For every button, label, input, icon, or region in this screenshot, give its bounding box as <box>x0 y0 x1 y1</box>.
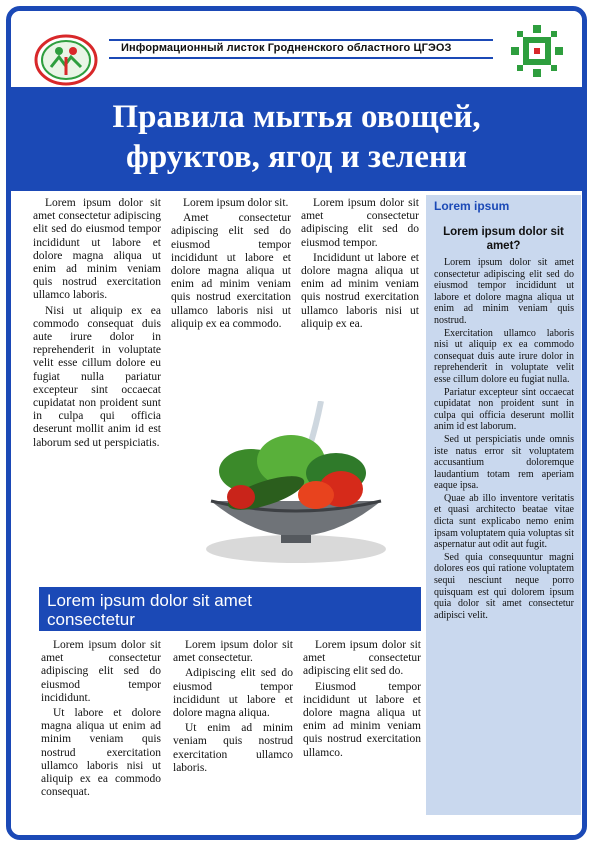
intro-paragraph: Lorem ipsum dolor sit amet consectetur adipiscing elit sed do eiusmod tempor incididunt ut labore et dolore magna aliqua ut enim ad minim veniam quis nostrud exercitation ullamco laboris. <box>33 197 161 302</box>
header-title: Информационный листок Гродненского областного ЦГЭОЗ <box>121 42 452 54</box>
intro-paragraph: Lorem ipsum dolor sit amet consectetur adipiscing elit sed do eiusmod tempor. <box>301 197 419 249</box>
rules-paragraph: Ut enim ad minim veniam quis nostrud exercitation ullamco laboris. <box>173 722 293 774</box>
intro-paragraph: Lorem ipsum dolor sit. <box>183 197 289 209</box>
sidebar-paragraph: Sed ut perspiciatis unde omnis iste natus error sit voluptatem accusantium doloremque laudantium totam rem aperiam eaque ipsa. <box>434 433 574 492</box>
sidebar-subheading: Lorem ipsum dolor sit amet? <box>443 226 564 252</box>
rules-paragraph: Lorem ipsum dolor sit amet consectetur adipiscing elit sed do eiusmod tempor incididunt. <box>41 639 161 704</box>
info-sidebar <box>426 195 581 815</box>
section-title <box>47 591 252 629</box>
rules-paragraph: Ut labore et dolore magna aliqua ut enim ad minim veniam quis nostrud exercitation ullamco laboris nisi ut aliquip ex ea commodo consequat. <box>41 707 161 799</box>
sidebar-paragraph: Pariatur excepteur sint occaecat cupidatat non proident sunt in culpa qui officia deserunt mollit anim id est laborum. <box>434 386 574 433</box>
vegetables-photo <box>171 401 421 579</box>
header <box>11 11 582 87</box>
section-title-line-1: Lorem ipsum dolor sit amet <box>47 591 253 610</box>
intro-column-3 <box>301 197 419 333</box>
org-logo-icon <box>31 33 101 87</box>
intro-paragraph: Incididunt ut labore et dolore magna aliqua ut enim ad minim veniam quis nostrud exercitation ullamco laboris nisi ut aliquip ex ea. <box>301 251 419 330</box>
intro-paragraph: Amet consectetur adipiscing elit sed do eiusmod tempor incididunt ut labore et dolore magna aliqua ut enim ad minim veniam quis nostrud exercitation ullamco laboris nisi ut aliquip ex ea commodo. <box>171 212 291 330</box>
sidebar-heading: Lorem ipsum <box>434 199 510 213</box>
body-area <box>11 191 582 840</box>
rules-paragraph: Lorem ipsum dolor sit amet consectetur adipiscing elit sed do. <box>303 639 421 678</box>
sidebar-paragraph: Exercitation ullamco laboris nisi ut aliquip ex ea commodo consequat duis aute irure dolor in reprehenderit in voluptate velit esse cillum dolore eu fugiat nulla. <box>434 327 574 385</box>
intro-column-2 <box>171 197 291 333</box>
page-title-line-1: Правила мытья овощей, <box>112 99 481 135</box>
title-band <box>11 87 582 191</box>
page-title <box>11 97 582 177</box>
rules-paragraph: Eiusmod tempor incididunt ut labore et dolore magna aliqua ut enim ad minim veniam quis nostrud exercitation ullamco. <box>303 680 421 759</box>
page-frame <box>6 6 587 840</box>
intro-paragraph: Nisi ut aliquip ex ea commodo consequat duis aute irure dolor in reprehenderit in voluptate velit esse cillum dolore eu fugiat nulla pariatur excepteur sint occaecat cupidatat non proident sunt in culpa qui officia deserunt mollit anim id est laborum sed ut perspiciatis. <box>33 304 161 449</box>
section-heading-band <box>39 587 421 631</box>
sidebar-paragraph: Lorem ipsum dolor sit amet consectetur adipiscing elit sed do eiusmod tempor incididunt ut labore et dolore magna aliqua ut enim ad minim veniam quis nostrud. <box>434 257 574 326</box>
section-title-line-2: consectetur <box>47 610 135 629</box>
ornament-emblem-icon <box>509 23 565 79</box>
sidebar-paragraph: Quae ab illo inventore veritatis et quasi architecto beatae vitae dicta sunt explicabo nemo enim ipsam voluptatem quia voluptas sit aspernatur aut odit aut fugit. <box>434 492 574 551</box>
rules-column-2 <box>173 639 293 777</box>
rules-paragraph: Adipiscing elit sed do eiusmod tempor incididunt ut labore et dolore magna aliqua. <box>173 667 293 720</box>
sidebar-body <box>434 257 574 622</box>
page-title-line-2: фруктов, ягод и зелени <box>126 139 467 175</box>
sidebar-paragraph: Sed quia consequuntur magni dolores eos qui ratione voluptatem sequi nesciunt neque porro quisquam est qui dolorem ipsum quia dolor sit amet consectetur adipisci velit. <box>434 551 574 621</box>
rules-paragraph: Lorem ipsum dolor sit amet consectetur. <box>173 639 293 665</box>
intro-column-1 <box>33 197 161 452</box>
rules-column-3 <box>303 639 421 762</box>
rules-column-1 <box>41 639 161 801</box>
